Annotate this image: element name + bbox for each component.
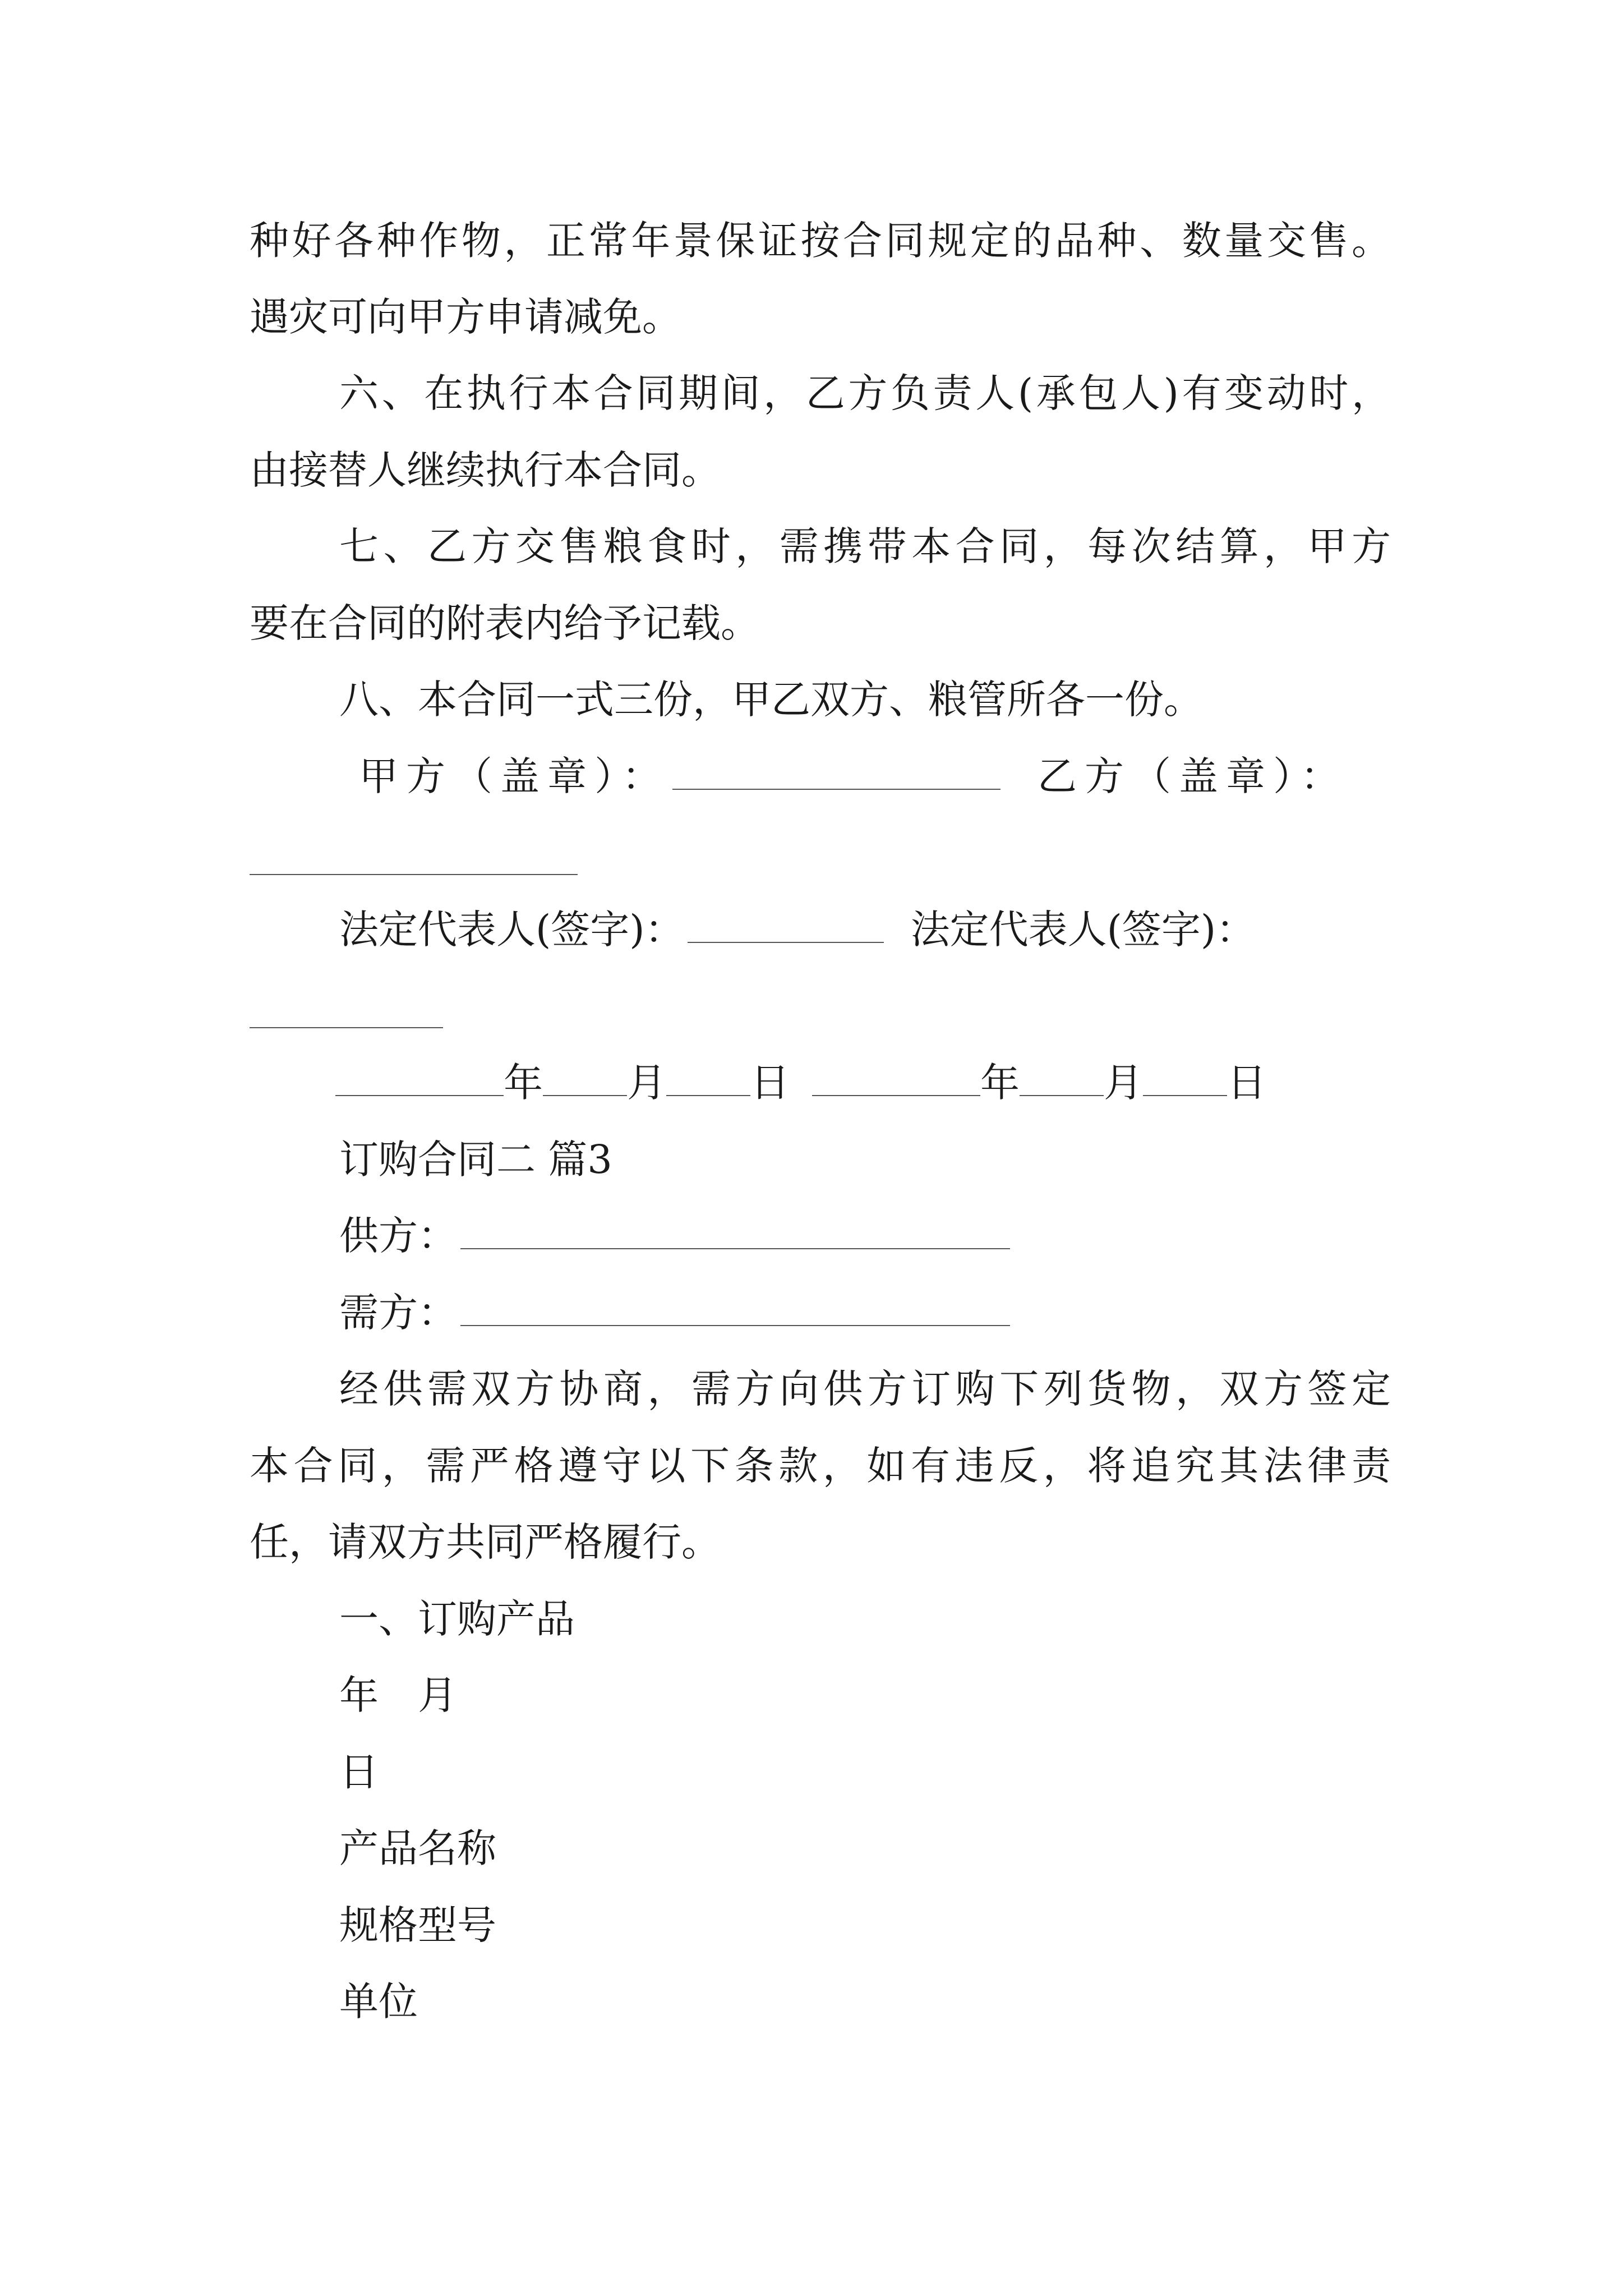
day-label: 日 — [1227, 1060, 1266, 1106]
clause-eight-line: 八、本合同一式三份，甲乙双方、粮管所各一份。 — [339, 677, 1203, 723]
intro-line: 任，请双方共同严格履行。 — [250, 1519, 721, 1565]
party-a-seal-blank[interactable] — [672, 754, 1000, 790]
party-b-seal-label: 乙方（盖章）： — [1038, 753, 1348, 799]
party-b-rep-label: 法定代表人(签字)： — [910, 907, 1256, 953]
party-a-rep-label: 法定代表人(签字)： — [339, 907, 684, 953]
party-b-seal-blank[interactable] — [250, 873, 578, 875]
table-header-unit: 单位 — [339, 1978, 418, 2024]
intro-line: 经供需双方协商，需方向供方订购下列货物，双方签定 — [339, 1366, 1391, 1412]
buyer-blank[interactable] — [460, 1290, 1010, 1326]
day-label: 日 — [750, 1060, 790, 1106]
clause-six-line: 由接替人继续执行本合同。 — [250, 447, 721, 493]
table-header-spec-model: 规格型号 — [339, 1902, 496, 1948]
party-a-rep-blank[interactable] — [688, 907, 884, 943]
seal-row — [359, 751, 1348, 802]
buyer-label: 需方： — [339, 1290, 457, 1336]
section-title: 订购合同二 篇3 — [339, 1137, 612, 1182]
paragraph-line: 种好各种作物，正常年景保证按合同规定的品种、数量交售。 — [250, 218, 1391, 264]
month-label: 月 — [627, 1060, 666, 1106]
party-b-day-blank[interactable] — [1143, 1060, 1227, 1096]
year-label: 年 — [504, 1060, 543, 1106]
table-header-day: 日 — [339, 1749, 379, 1795]
clause-seven-line: 要在合同的附表内给予记载。 — [250, 600, 760, 646]
party-b-year-blank[interactable] — [812, 1060, 980, 1096]
clause-seven-line: 七、乙方交售粮食时，需携带本合同，每次结算，甲方 — [339, 523, 1391, 569]
party-b-rep-blank[interactable] — [250, 1026, 443, 1028]
year-label: 年 — [980, 1060, 1020, 1106]
representative-row — [339, 904, 1255, 955]
party-b-month-blank[interactable] — [1020, 1060, 1104, 1096]
party-a-day-blank[interactable] — [666, 1060, 750, 1096]
party-a-year-blank[interactable] — [335, 1060, 504, 1096]
clause-one-title: 一、订购产品 — [339, 1596, 575, 1642]
supplier-row — [339, 1211, 1013, 1261]
party-a-seal-label: 甲方（盖章）： — [359, 753, 669, 799]
buyer-row — [339, 1287, 1013, 1338]
intro-line: 本合同，需严格遵守以下条款，如有违反，将追究其法律责 — [250, 1443, 1391, 1489]
table-header-product-name: 产品名称 — [339, 1825, 496, 1871]
date-row — [335, 1057, 1266, 1108]
supplier-blank[interactable] — [460, 1213, 1010, 1249]
supplier-label: 供方： — [339, 1213, 457, 1259]
party-a-month-blank[interactable] — [543, 1060, 627, 1096]
month-label: 月 — [1104, 1060, 1143, 1106]
table-header-year-month: 年 月 — [339, 1672, 457, 1718]
clause-six-line: 六、在执行本合同期间，乙方负责人(承包人)有变动时， — [339, 370, 1391, 416]
paragraph-line: 遇灾可向甲方申请减免。 — [250, 294, 681, 340]
